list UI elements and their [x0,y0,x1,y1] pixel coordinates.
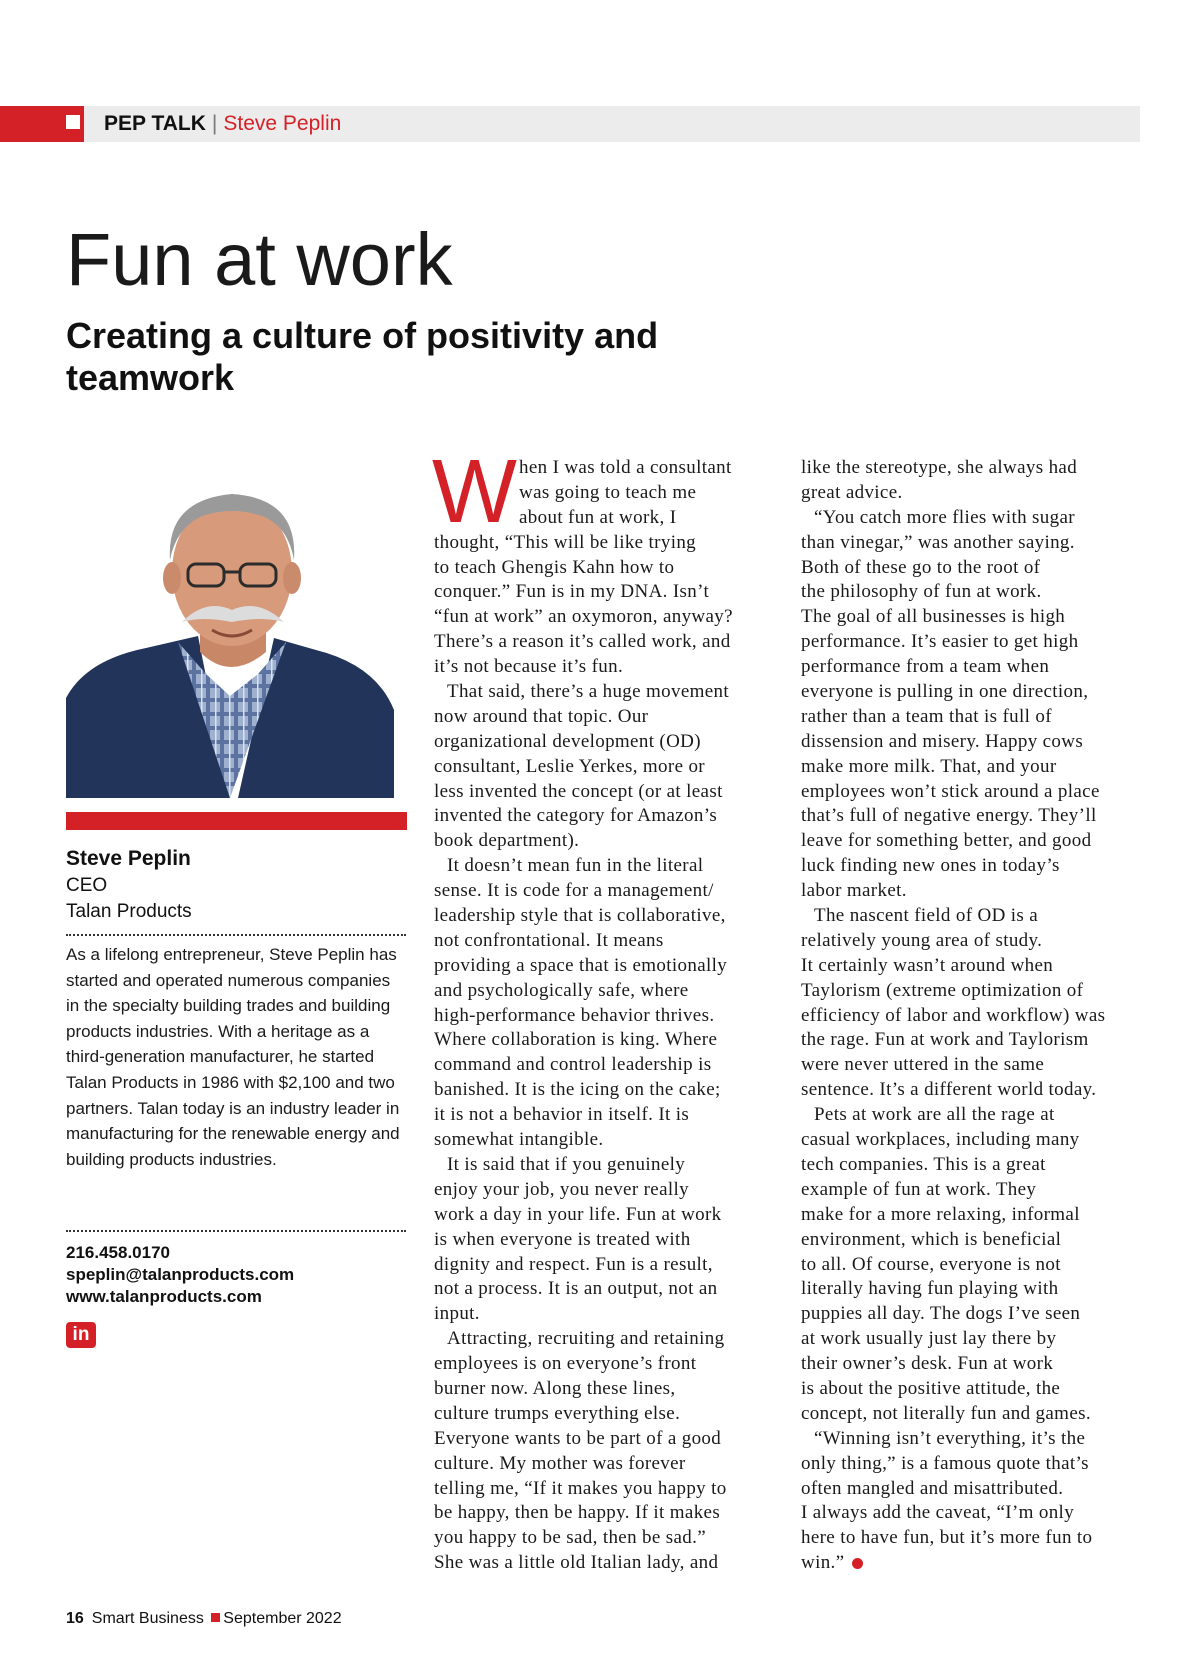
body-line: invented the category for Amazon’s [434,805,718,827]
body-line: That said, there’s a huge movement [447,681,730,703]
body-line: and psychologically safe, where [434,979,689,1001]
body-line: enjoy your job, you never really [434,1178,689,1200]
body-line: tech companies. This is a great [801,1153,1046,1175]
body-line: concept, not literally fun and games. [801,1402,1091,1424]
body-line: Pets at work are all the rage at [814,1104,1055,1126]
body-line: sense. It is code for a management/ [434,880,714,902]
body-line: environment, which is beneficial [801,1228,1062,1250]
contact-phone: 216.458.0170 [66,1243,170,1262]
body-line: Where collaboration is king. Where [434,1029,718,1051]
body-line: It is said that if you genuinely [447,1153,686,1175]
author-company: Talan Products [66,901,192,922]
section-header [104,112,341,136]
body-line: is about the positive attitude, the [801,1377,1061,1399]
body-line: Attracting, recruiting and retaining [447,1328,725,1350]
article-subtitle: Creating a culture of positivity and teamwork [66,315,659,398]
page-footer [66,1609,342,1629]
body-line: dignity and respect. Fun is a result, [434,1253,713,1275]
body-line: make more milk. That, and your [801,755,1057,777]
body-line: dissension and misery. Happy cows [801,730,1084,752]
square-icon [66,115,80,129]
body-line: was going to teach me [519,481,697,503]
body-line: high-performance behavior thrives. [434,1004,715,1026]
author-name: Steve Peplin [66,847,191,870]
body-line: “You catch more flies with sugar [814,506,1075,528]
body-line: rather than a team that is full of [801,705,1052,727]
body-line: were never uttered in the same [801,1054,1045,1076]
body-line: often mangled and misattributed. [801,1477,1064,1499]
body-line: not a process. It is an output, not an [434,1278,718,1300]
body-line: performance from a team when [801,656,1050,678]
body-line: Everyone wants to be part of a good [434,1427,722,1449]
body-line: The nascent field of OD is a [814,905,1039,927]
body-line-text: win.” [801,1552,845,1574]
body-line: leadership style that is collaborative, [434,905,726,927]
body-line: It certainly wasn’t around when [801,954,1054,976]
body-line: thought, “This will be like trying [434,531,697,553]
body-line: example of fun at work. They [801,1178,1037,1200]
issue-date: September 2022 [223,1610,342,1627]
author-role: CEO [66,875,108,896]
body-line: “Winning isn’t everything, it’s the [814,1427,1086,1449]
body-line: not confrontational. It means [434,929,664,951]
body-line: that’s full of negative energy. They’ll [801,805,1097,827]
body-line: somewhat intangible. [434,1129,604,1151]
body-line: now around that topic. Our [434,705,649,727]
publication-name: Smart Business [91,1610,204,1627]
header-author: Steve Peplin [223,112,342,135]
body-column-1 [434,456,733,1576]
section-label: PEP TALK [104,112,206,135]
body-line: it’s not because it’s fun. [434,656,624,678]
body-line: book department). [434,830,580,852]
body-line: make for a more relaxing, informal [801,1203,1080,1225]
drop-cap: W [432,442,517,542]
body-line: consultant, Leslie Yerkes, more or [434,755,705,777]
body-line: It doesn’t mean fun in the literal [447,855,704,877]
body-line: like the stereotype, she always had [801,457,1078,478]
body-line: luck finding new ones in today’s [801,855,1060,877]
body-line: relatively young area of study. [801,929,1043,951]
header-separator: | [211,112,218,135]
body-line: conquer.” Fun is in my DNA. Isn’t [434,581,710,603]
body-line: everyone is pulling in one direction, [801,681,1089,703]
body-line: organizational development (OD) [434,730,701,752]
body-line: She was a little old Italian lady, and [434,1552,719,1574]
author-bio: As a lifelong entrepreneur, Steve Peplin has started and operated numerous companies in the specialty building trades and building products industries. With a heritage as a third-generation manufacturer, he started Talan Products in 1986 with $2,100 and two partners. Talan today is an industry leader in manufacturing for the renewable energy and building products industries. [66,945,400,1169]
body-line: I always add the caveat, “I’m only [801,1502,1075,1524]
body-line: Taylorism (extreme optimization of [801,979,1084,1001]
contact-email[interactable]: speplin@talanproducts.com [66,1265,295,1284]
body-line: is when everyone is treated with [434,1228,691,1250]
body-line: leave for something better, and good [801,830,1092,852]
body-line: performance. It’s easier to get high [801,631,1079,653]
body-line: here to have fun, but it’s more fun to [801,1527,1093,1549]
article-title: Fun at work [66,218,453,301]
body-line: labor market. [801,880,907,902]
body-line: work a day in your life. Fun at work [434,1203,722,1225]
portrait-accent-bar [66,812,407,830]
footer-square-icon [211,1613,220,1622]
body-line-last [801,1551,1105,1576]
body-line: telling me, “If it makes you happy to [434,1477,727,1499]
body-line: great advice. [801,481,903,503]
body-line: to teach Ghengis Kahn how to [434,556,675,578]
body-line: their owner’s desk. Fun at work [801,1353,1054,1375]
body-line: the philosophy of fun at work. [801,581,1042,603]
body-line: you happy to be sad, then be sad.” [434,1527,707,1549]
body-line: sentence. It’s a different world today. [801,1079,1097,1101]
body-line: the rage. Fun at work and Taylorism [801,1029,1089,1051]
body-line: The goal of all businesses is high [801,606,1066,628]
bio-divider-bottom [66,1230,406,1232]
body-line: employees won’t stick around a place [801,780,1100,802]
body-line: less invented the concept (or at least [434,780,723,802]
body-line: banished. It is the icing on the cake; [434,1079,721,1101]
body-line: only thing,” is a famous quote that’s [801,1452,1089,1474]
author-portrait [66,460,394,798]
body-line: There’s a reason it’s called work, and [434,631,731,653]
body-line: burner now. Along these lines, [434,1377,676,1399]
body-line: input. [434,1303,480,1325]
body-line: literally having fun playing with [801,1278,1059,1300]
body-line: at work usually just lay there by [801,1328,1057,1350]
body-line: puppies all day. The dogs I’ve seen [801,1303,1081,1325]
body-line: to all. Of course, everyone is not [801,1253,1061,1275]
body-line: it is not a behavior in itself. It is [434,1104,690,1126]
page-number: 16 [66,1610,84,1627]
body-line: command and control leadership is [434,1054,712,1076]
body-line: employees is on everyone’s front [434,1353,697,1375]
body-line: hen I was told a consultant [519,457,732,478]
body-line: about fun at work, I [519,506,677,528]
body-line: casual workplaces, including many [801,1129,1080,1151]
body-line: than vinegar,” was another saying. [801,531,1075,553]
body-line: be happy, then be happy. If it makes [434,1502,721,1524]
body-column-2 [801,456,1105,1576]
body-line: efficiency of labor and workflow) was [801,1004,1106,1026]
contact-website[interactable]: www.talanproducts.com [66,1287,262,1306]
body-line: culture. My mother was forever [434,1452,686,1474]
body-line: Both of these go to the root of [801,556,1041,578]
bio-divider-top [66,934,406,936]
linkedin-icon[interactable]: in [66,1322,96,1348]
body-line: providing a space that is emotionally [434,954,728,976]
body-line: “fun at work” an oxymoron, anyway? [434,606,733,628]
end-mark-icon [852,1558,863,1569]
body-line: culture trumps everything else. [434,1402,681,1424]
